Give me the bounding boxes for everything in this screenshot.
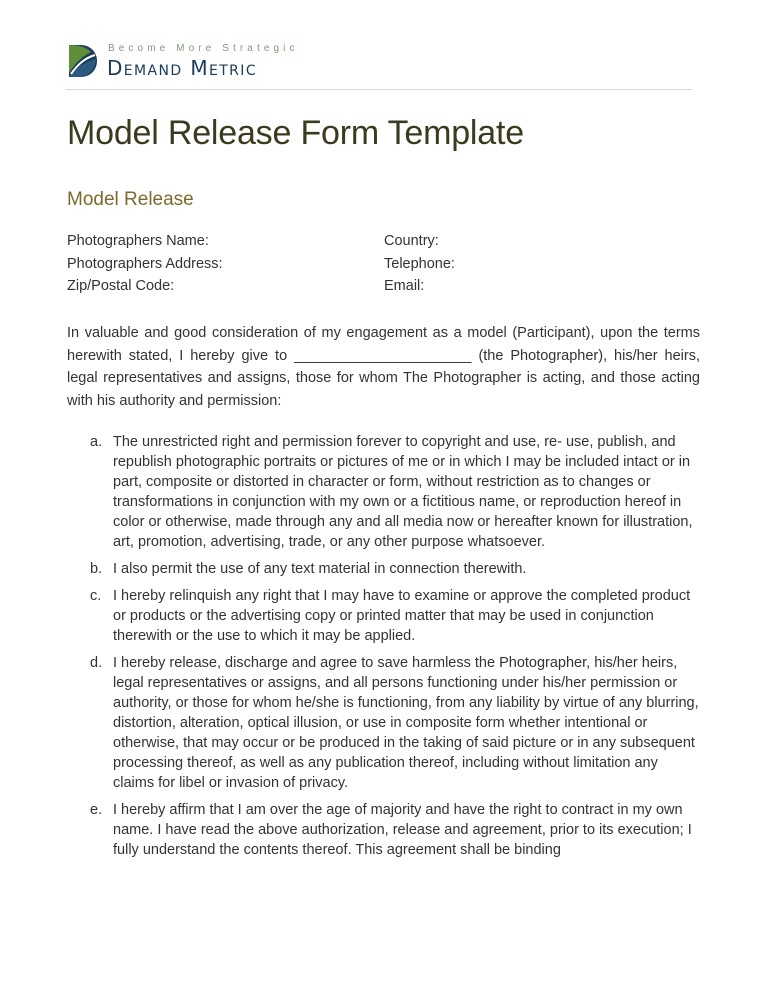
email-label: Email: [384, 278, 425, 294]
document-header [66, 40, 692, 92]
list-item [67, 432, 700, 552]
demand-metric-logo-icon [66, 43, 100, 79]
photographer-address-label: Photographers Address: [67, 256, 223, 272]
country-label: Country: [384, 233, 439, 249]
list-item [67, 653, 700, 793]
list-marker: a. [90, 434, 103, 450]
list-item-text: The unrestricted right and permission forever to copyright and use, re- use, publish, and republish photographic portraits or pictures of me or in which I may be included intact or in part, composite or distorted in character or form, without restriction as to changes or transformations in conjunction with my own or a fictitious name, or reproduction hereof in color or otherwise, made through any and all media now or hereafter known for illustration, art, promotion, advertising, trade, or any other purpose whatsoever. [113, 434, 693, 550]
list-marker: d. [90, 655, 103, 671]
list-item [67, 800, 700, 860]
photographer-name-label: Photographers Name: [67, 233, 209, 249]
list-item-text: I hereby relinquish any right that I may have to examine or approve the completed product or products or the advertising copy or printed matter that may be used in conjunction therewith or the use to which it may be applied. [113, 588, 691, 644]
list-item-text: I also permit the use of any text material in connection therewith. [113, 561, 527, 577]
intro-paragraph: In valuable and good consideration of my engagement as a model (Participant), upon the terms herewith stated, I hereby give to ______________________ (the Photographer), his/her heirs, legal representatives and assigns, those for whom The Photographer is acting, and those acting with his authority and permission: [67, 325, 700, 409]
list-marker: b. [90, 561, 103, 577]
release-terms-list [67, 432, 700, 867]
brand-name: Demand Metric [107, 56, 257, 80]
telephone-label: Telephone: [384, 256, 455, 272]
section-title: Model Release [67, 189, 194, 210]
list-marker: e. [90, 802, 103, 818]
header-divider [66, 89, 692, 90]
list-item [67, 559, 700, 579]
page-title: Model Release Form Template [67, 114, 524, 152]
list-item-text: I hereby affirm that I am over the age of majority and have the right to contract in my own name. I have read the above authorization, release and agreement, prior to its execution; I fully understand the contents thereof. This agreement shall be binding [113, 802, 692, 858]
list-item-text: I hereby release, discharge and agree to save harmless the Photographer, his/her heirs, legal representatives or assigns, and all persons functioning under his/her permission or authority, or those for whom he/she is functioning, from any liability by virtue of any blurring, distortion, alteration, optical illusion, or use in composite form whether intentional or otherwise, that may occur or be produced in the taking of said picture or in any subsequent processing thereof, as well as any publication thereof, including without limitation any claims for libel or invasion of privacy. [113, 655, 699, 791]
list-item [67, 586, 700, 646]
brand-tagline: Become More Strategic [108, 43, 299, 54]
list-marker: c. [90, 588, 102, 604]
zip-postal-code-label: Zip/Postal Code: [67, 278, 175, 294]
